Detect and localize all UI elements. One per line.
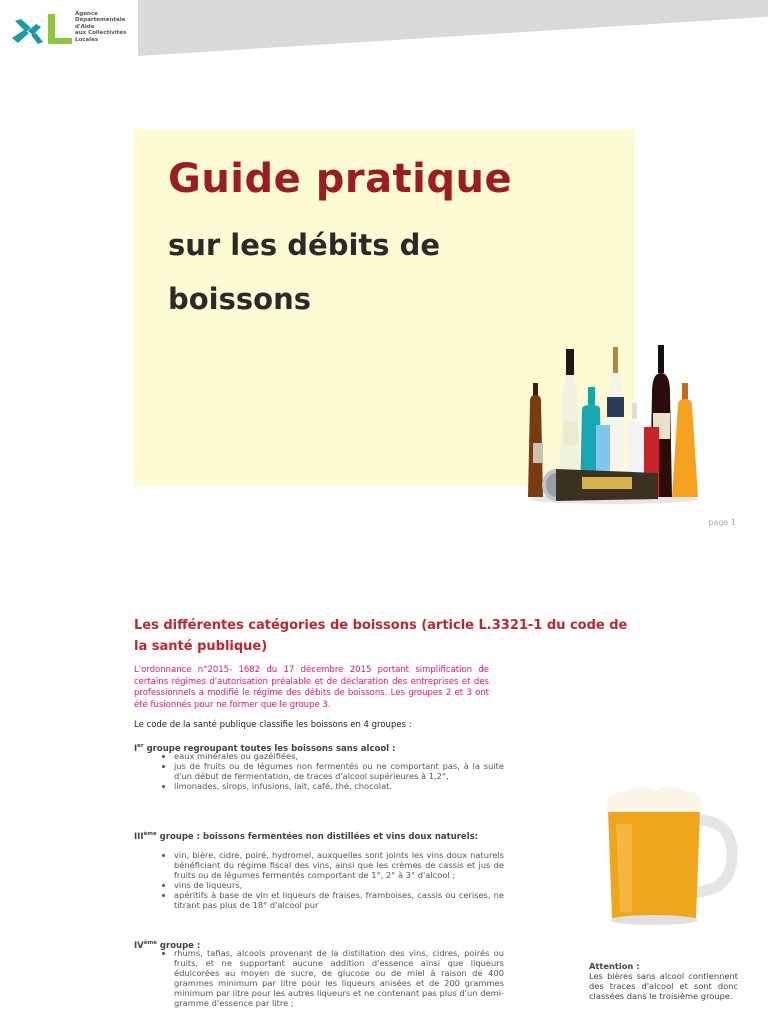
- bottles-image: [522, 343, 702, 505]
- page-number: page 1: [708, 518, 736, 527]
- group-heading-text: groupe :: [156, 940, 201, 951]
- list-item: • apéritifs à base de vin et liqueurs de fraises, framboises, cassis ou cerises, ne titrant pas plus de 18° d'alcool pur: [174, 891, 504, 911]
- logo-line: aux Collectivités: [75, 30, 127, 37]
- group-heading-text: groupe regroupant toutes les boissons sans alcool :: [143, 743, 396, 754]
- list-item: • rhums, tafias, alcools provenant de la distillation des vins, cidres, poirés ou fruits, et ne supportant aucune addition d'essence ainsi que liqueurs édulcorées au moyen de sucre, de glucose ou de miel à raison de 400 grammes minimum par litre pour les liqueurs anisées et de 200 grammes minimum par litre pour les autres liqueurs et ne contenant pas plus d'un demi-gramme d'essence par litre ;: [174, 949, 504, 1008]
- beer-mug-image: [596, 780, 746, 930]
- attention-title: Attention :: [589, 961, 640, 971]
- list-item: • jus de fruits ou de légumes non fermentés ou ne comportant pas, à la suite d'un début de fermentation, de traces d'alcool supérieures à 1,2°,: [174, 762, 504, 782]
- intro-paragraph: L'ordonnance n°2015- 1682 du 17 décembre 2015 portant simplification de certains régimes d'autorisation préalable et de déclaration des entreprises et des professionnels a modifié le régime des débits de boissons. Les groupes 2 et 3 ont été fusionnés pour ne former que le groupe 3.: [134, 665, 489, 710]
- list-item: • eaux minérales ou gazéifiées,: [174, 752, 504, 762]
- group-ordinal: ème: [143, 831, 157, 837]
- group-3-heading: [134, 829, 489, 842]
- attention-text: Les bières sans alcool contiennent des traces d'alcool et sont donc classées dans le troisième groupe.: [589, 971, 738, 1001]
- group-ordinal: er: [137, 743, 144, 749]
- list-item: • limonades, sirops, infusions, lait, café, thé, chocolat.: [174, 782, 504, 792]
- header-band: [138, 0, 768, 56]
- logo-line: Locales: [75, 36, 99, 43]
- group-ordinal: ème: [143, 940, 157, 946]
- list-item: • vins de liqueurs,: [174, 881, 504, 891]
- logo-line: Agence: [75, 11, 98, 17]
- list-item: • vin, bière, cidre, poiré, hydromel, auxquelles sont joints les vins doux naturels bénéficiant du régime fiscal des vins, ainsi que les crèmes de cassis et jus de fruits ou de légumes fermentés comportant de 1°, 2° à 3° d'alcool ;: [174, 851, 504, 881]
- logo-line: d'Aide: [75, 23, 95, 30]
- group-heading-text: groupe : boissons fermentées non distillées et vins doux naturels:: [156, 831, 479, 842]
- group-number: I: [134, 743, 138, 754]
- attention-note: [589, 961, 738, 1001]
- group-number: III: [134, 831, 144, 842]
- classify-sentence: Le code de la santé publique classifie les boissons en 4 groupes :: [134, 720, 412, 730]
- section-title: Les différentes catégories de boissons (article L.3321-1 du code de la santé publique): [134, 618, 628, 654]
- group-3-list: [158, 851, 504, 910]
- logo-text: [75, 11, 145, 43]
- group-number: IV: [134, 940, 144, 951]
- cover-subtitle: sur les débits de boissons: [168, 228, 441, 316]
- group-4-list: [158, 949, 504, 1008]
- logo-line: Départementale: [75, 17, 126, 24]
- cover-title: Guide pratique: [168, 156, 513, 202]
- group-1-list: [158, 752, 504, 792]
